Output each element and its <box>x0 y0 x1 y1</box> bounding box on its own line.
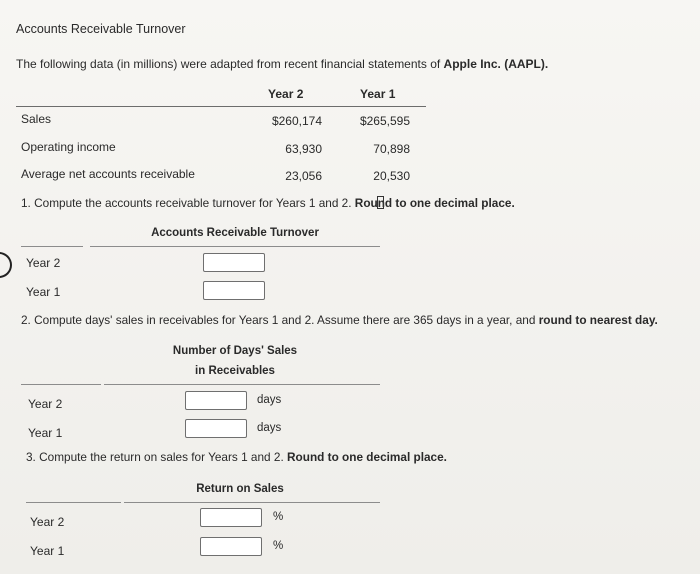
q1-year2-input[interactable] <box>203 253 265 272</box>
avg-receivable-year1: 20,530 <box>373 169 410 183</box>
q2-column-header-line2: in Receivables <box>195 365 275 377</box>
q1-label-rule <box>21 246 83 247</box>
q3-year1-input[interactable] <box>200 537 262 556</box>
q2-year1-unit: days <box>257 422 282 434</box>
company-name: Apple Inc. (AAPL). <box>443 57 549 71</box>
table-header-rule <box>16 106 426 107</box>
q1-year1-input[interactable] <box>203 281 265 300</box>
q1-column-rule <box>90 246 380 247</box>
question-3-text: 3. Compute the return on sales for Years 1 and 2. <box>26 450 288 464</box>
operating-income-year1: 70,898 <box>373 142 410 156</box>
q3-year1-unit: % <box>273 540 284 552</box>
row-label-operating-income: Operating income <box>21 140 116 154</box>
q3-year2-unit: % <box>273 511 284 523</box>
q2-year2-input[interactable] <box>185 391 247 410</box>
q3-label-rule <box>26 502 121 503</box>
question-3 <box>26 450 447 464</box>
sales-year1: $265,595 <box>359 114 410 128</box>
page-title: Accounts Receivable Turnover <box>16 22 186 36</box>
operating-income-year2: 63,930 <box>285 142 322 156</box>
row-label-avg-receivable: Average net accounts receivable <box>21 167 195 181</box>
q2-row-label-year2: Year 2 <box>28 397 63 411</box>
intro-text <box>16 57 548 71</box>
col-header-year1: Year 1 <box>360 87 396 101</box>
question-2-instruction: round to nearest day. <box>538 313 658 327</box>
question-2 <box>21 313 658 327</box>
q3-row-label-year1: Year 1 <box>30 544 65 558</box>
sales-year2: $260,174 <box>271 114 322 128</box>
q3-column-header: Return on Sales <box>196 483 284 495</box>
q2-column-header-line1: Number of Days' Sales <box>172 345 298 357</box>
question-3-instruction: Round to one decimal place. <box>287 450 447 464</box>
q1-column-header: Accounts Receivable Turnover <box>151 227 319 239</box>
q3-year2-input[interactable] <box>200 508 262 527</box>
question-1-text: 1. Compute the accounts receivable turnover for Years 1 and 2. <box>21 196 355 210</box>
q2-year2-unit: days <box>257 394 282 406</box>
q2-year1-input[interactable] <box>185 419 247 438</box>
intro-body: The following data (in millions) were adapted from recent financial statements of <box>16 57 444 71</box>
q2-column-rule <box>104 384 380 385</box>
q2-row-label-year1: Year 1 <box>28 426 63 440</box>
question-1 <box>21 196 515 210</box>
question-1-instruction: Round to one decimal place. <box>354 196 515 210</box>
page-edge-bracket-icon <box>0 252 12 278</box>
text-cursor-icon <box>377 196 384 209</box>
q2-label-rule <box>21 384 101 385</box>
q1-row-label-year2: Year 2 <box>26 256 61 270</box>
q1-row-label-year1: Year 1 <box>26 285 61 299</box>
row-label-sales: Sales <box>21 112 52 126</box>
avg-receivable-year2: 23,056 <box>285 169 322 183</box>
col-header-year2: Year 2 <box>268 87 304 101</box>
question-2-text: 2. Compute days' sales in receivables for Years 1 and 2. Assume there are 365 days in a year, and <box>21 313 539 327</box>
q3-row-label-year2: Year 2 <box>30 515 65 529</box>
q3-column-rule <box>124 502 380 503</box>
